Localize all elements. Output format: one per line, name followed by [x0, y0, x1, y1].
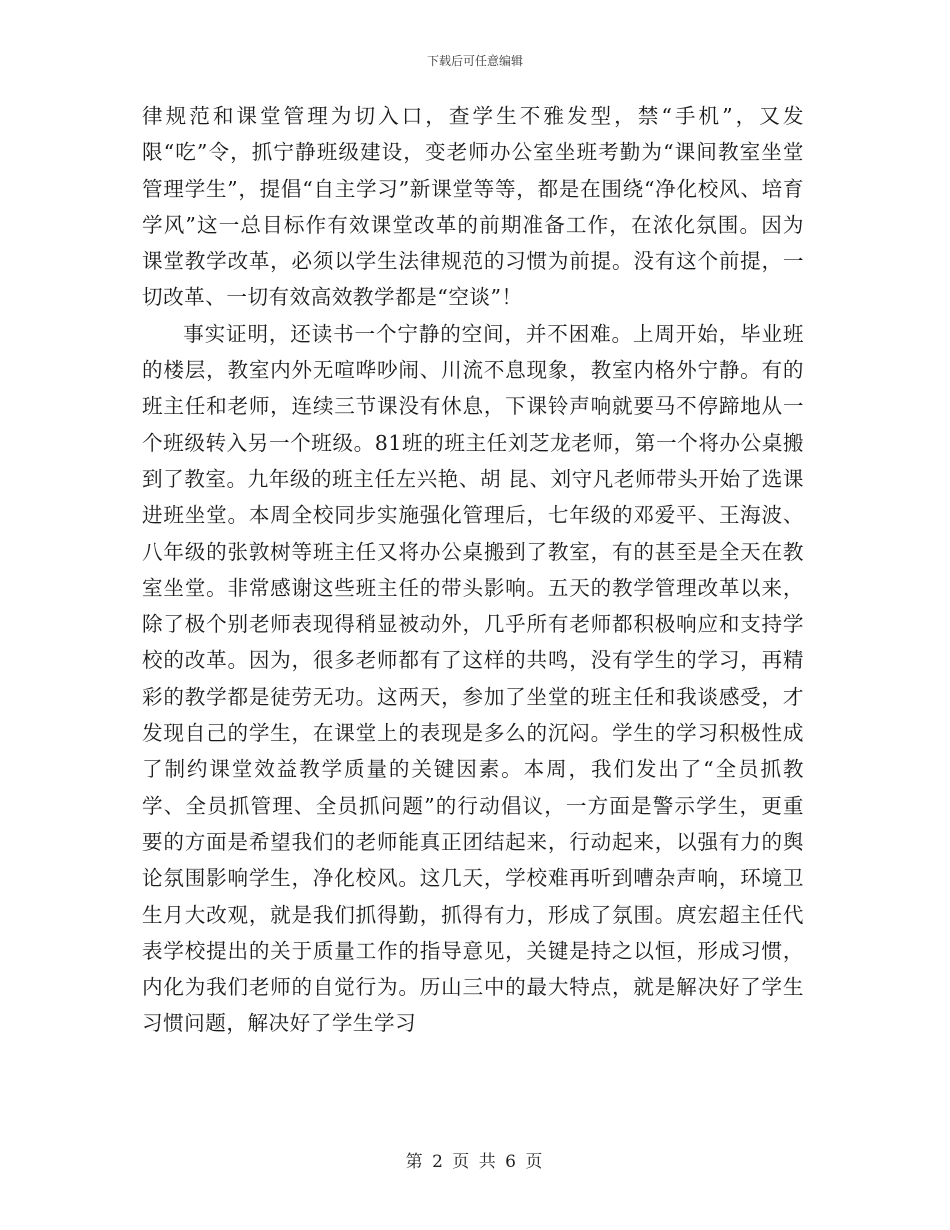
- document-body: [142, 98, 804, 1042]
- body-paragraph: 律规范和课堂管理为切入口，查学生不雅发型，禁“手机”，又发限“吃”令，抓宁静班级建设，变老师办公室坐班考勤为“课间教室坐堂管理学生”，提倡“自主学习”新课堂等等，都是在围绕“净化校风、培育学风”这一总目标作有效课堂改革的前期准备工作，在浓化氛围。因为课堂教学改革，必须以学生法律规范的习惯为前提。没有这个前提，一切改革、一切有效高效教学都是“空谈”！: [142, 104, 804, 310]
- page-header-note: 下载后可任意编辑: [426, 54, 523, 68]
- page-number: 第 2 页 共 6 页: [405, 1152, 545, 1172]
- body-paragraph: 事实证明，还读书一个宁静的空间，并不困难。上周开始，毕业班的楼层，教室内外无喧哗吵闹、川流不息现象，教室内格外宁静。有的班主任和老师，连续三节课没有休息，下课铃声响就要马不停蹄地从一个班级转入另一个班级。81班的班主任刘芝龙老师，第一个将办公桌搬到了教室。九年级的班主任左兴艳、胡 昆、刘守凡老师带头开始了选课进班坐堂。本周全校同步实施强化管理后，七年级的邓爱平、王海波、八年级的张敦树等班主任又将办公桌搬到了教室，有的甚至是全天在教室坐堂。非常感谢这些班主任的带头影响。五天的教学管理改革以来，除了极个别老师表现得稍显被动外，几乎所有老师都积极响应和支持学校的改革。因为，很多老师都有了这样的共鸣，没有学生的学习，再精彩的教学都是徒劳无功。这两天，参加了坐堂的班主任和我谈感受，才发现自己的学生，在课堂上的表现是多么的沉闷。学生的学习积极性成了制约课堂效益教学质量的关键因素。本周，我们发出了“全员抓教学、全员抓管理、全员抓问题”的行动倡议，一方面是警示学生，更重要的方面是希望我们的老师能真正团结起来，行动起来，以强有力的舆论氛围影响学生，净化校风。这几天，学校难再听到嘈杂声响，环境卫生月大改观，就是我们抓得勤，抓得有力，形成了氛围。庹宏超主任代表学校提出的关于质量工作的指导意见，关键是持之以恒，形成习惯，内化为我们老师的自觉行为。历山三中的最大特点，就是解决好了学生习惯问题，解决好了学生学习: [142, 321, 804, 1036]
